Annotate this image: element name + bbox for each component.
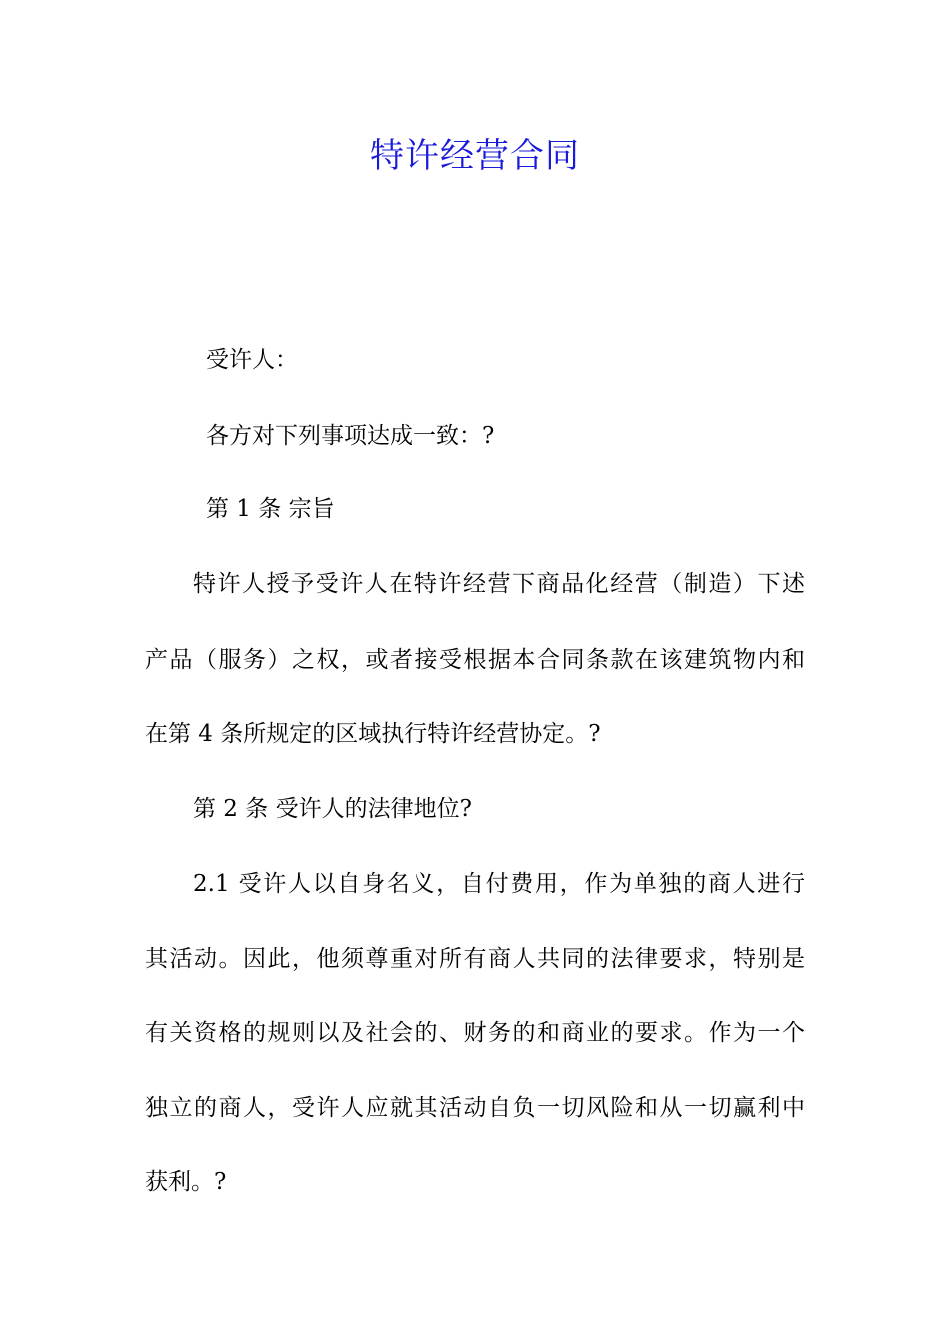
article-2-1-line-3: 有关资格的规则以及社会的、财务的和商业的要求。作为一个 — [145, 1020, 805, 1046]
article-1-line-3: 在第 4 条所规定的区域执行特许经营协定。? — [145, 721, 601, 747]
article-2-1-line-1: 2.1 受许人以自身名义，自付费用，作为单独的商人进行 — [193, 871, 805, 897]
article-2-1-line-2: 其活动。因此，他须尊重对所有商人共同的法律要求，特别是 — [145, 946, 805, 972]
article-1-line-2: 产品（服务）之权，或者接受根据本合同条款在该建筑物内和 — [145, 647, 805, 673]
agreement-intro: 各方对下列事项达成一致：? — [206, 423, 495, 449]
licensee-label: 受许人： — [206, 347, 298, 373]
article-1-heading: 第 1 条 宗旨 — [206, 496, 335, 522]
article-1-line-1: 特许人授予受许人在特许经营下商品化经营（制造）下述 — [193, 571, 805, 597]
article-2-1-line-5: 获利。? — [145, 1169, 227, 1195]
document-title: 特许经营合同 — [370, 136, 580, 176]
article-2-heading: 第 2 条 受许人的法律地位? — [193, 796, 472, 822]
article-2-1-line-4: 独立的商人，受许人应就其活动自负一切风险和从一切赢利中 — [145, 1095, 805, 1121]
